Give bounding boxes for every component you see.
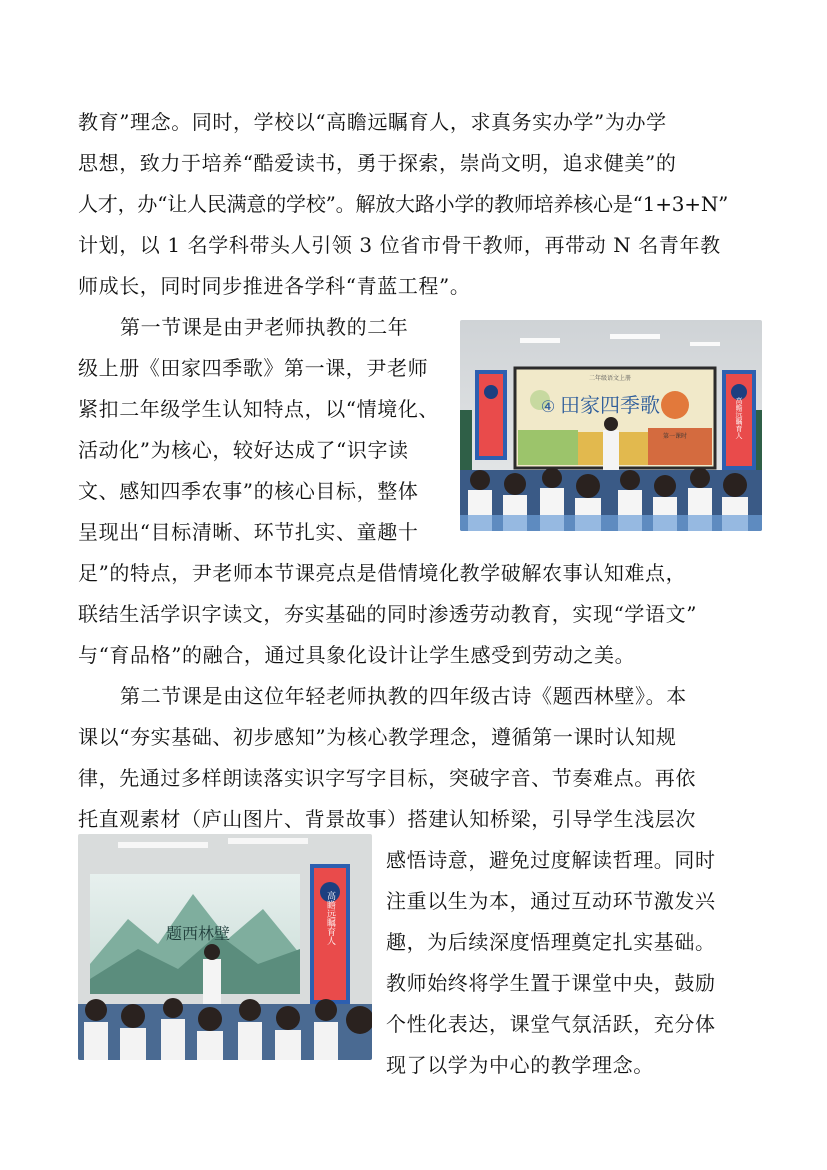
classroom-photo-1: [460, 320, 762, 531]
text-line: 托直观素材（庐山图片、背景故事）搭建认知桥梁，引导学生浅层次: [78, 807, 696, 831]
text-line: 呈现出“目标清晰、环节扎实、童趣十: [78, 520, 419, 544]
text-line: 注重以生为本，通过互动环节激发兴: [386, 889, 716, 913]
text-line: 计划，以 1 名学科带头人引领 3 位省市骨干教师，再带动 N 名青年教: [78, 233, 721, 257]
text-line: 文、感知四季农事”的核心目标，整体: [78, 479, 419, 503]
text-line: 教师始终将学生置于课堂中央，鼓励: [386, 971, 716, 995]
text-line: 个性化表达，课堂气氛活跃，充分体: [386, 1012, 716, 1036]
text-line: 感悟诗意，避免过度解读哲理。同时: [386, 848, 716, 872]
text-line: 趣，为后续深度悟理奠定扎实基础。: [386, 930, 716, 954]
screen-top-1: 二年级语文上册: [588, 375, 632, 382]
text-line: 人才，办“让人民满意的学校”。解放大路小学的教师培养核心是“1+3+N”: [78, 192, 729, 216]
text-line: 师成长，同时同步推进各学科“青蓝工程”。: [78, 274, 471, 298]
screen-title-1: 田家四季歌: [560, 393, 660, 417]
text-line: 律，先通过多样朗读落实识字写字目标，突破字音、节奏难点。再依: [78, 766, 696, 790]
screen-number-1: ④: [540, 397, 556, 416]
screen-title-2: 题西林壁: [165, 924, 231, 943]
text-line: 联结生活学识字读文，夯实基础的同时渗透劳动教育，实现“学语文”: [78, 602, 698, 626]
text-line: 第二节课是由这位年轻老师执教的四年级古诗《题西林壁》。本: [120, 684, 687, 708]
text-line: 活动化”为核心，较好达成了“识字读: [78, 438, 409, 462]
text-line: 足”的特点，尹老师本节课亮点是借情境化教学破解农事认知难点，: [78, 561, 687, 585]
text-line: 与“育品格”的融合，通过具象化设计让学生感受到劳动之美。: [78, 643, 636, 667]
classroom-photo-2: [78, 834, 372, 1060]
banner-text-2: 高瞻远瞩育人: [325, 891, 335, 945]
text-line: 第一节课是由尹老师执教的二年: [120, 315, 409, 339]
text-line: 紧扣二年级学生认知特点，以“情境化、: [78, 397, 440, 421]
text-line: 思想，致力于培养“酷爱读书，勇于探索，崇尚文明，追求健美”的: [78, 151, 677, 175]
text-line: 课以“夯实基础、初步感知”为核心教学理念，遵循第一课时认知规: [78, 725, 677, 749]
text-line: 现了以学为中心的教学理念。: [386, 1053, 654, 1077]
banner-text-1: 高瞻远瞩育人: [735, 397, 743, 439]
screen-sub-1: 第一课时: [662, 433, 688, 440]
text-line: 教育”理念。同时，学校以“高瞻远瞩育人，求真务实办学”为办学: [78, 110, 667, 134]
text-line: 级上册《田家四季歌》第一课，尹老师: [78, 356, 429, 380]
